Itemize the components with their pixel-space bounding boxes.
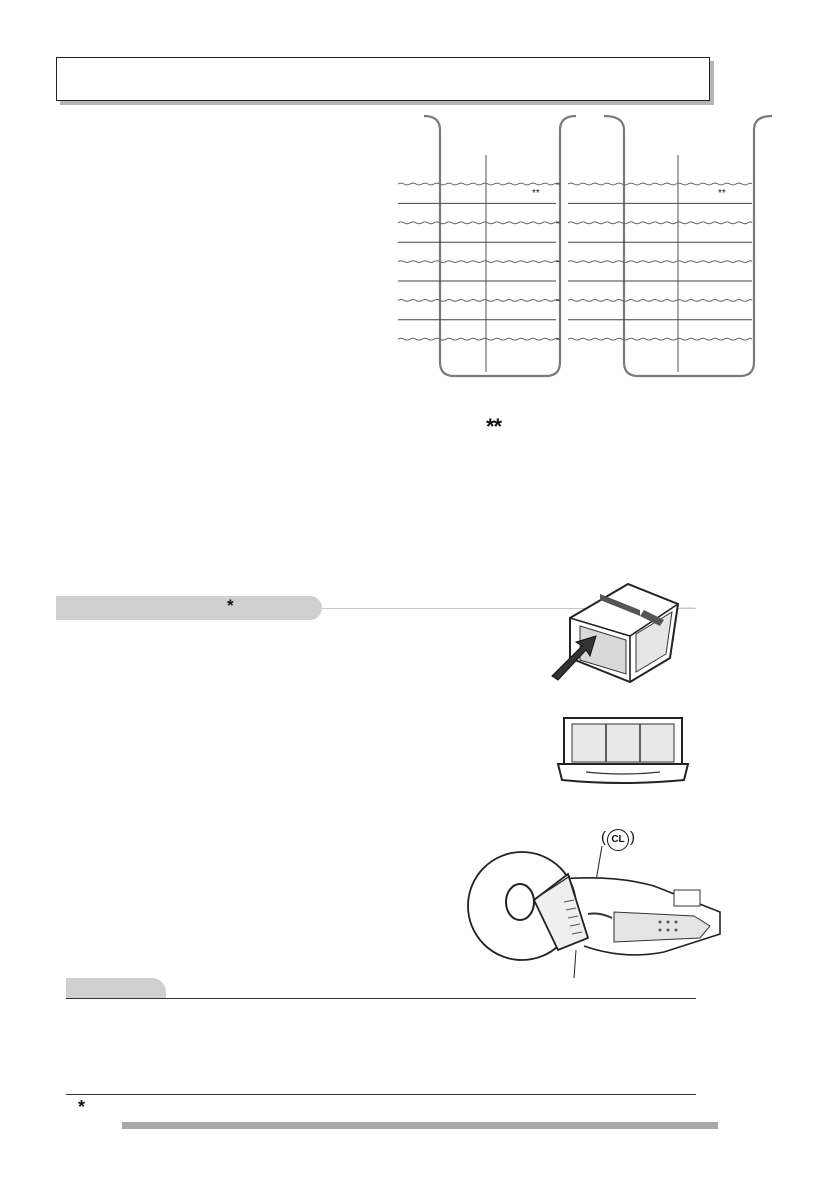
left-table-bracket <box>424 116 576 376</box>
footnote-star-marker: * <box>78 1097 86 1117</box>
detergent-drawer-front-icon <box>556 714 690 786</box>
bleach-cl-icon: CL <box>607 829 629 851</box>
right-table-wavy-row <box>568 183 752 185</box>
section-heading-pill <box>56 596 322 620</box>
note-heading-tab <box>66 978 166 999</box>
detergent-drawer-push-icon <box>540 580 700 690</box>
right-table <box>568 116 772 376</box>
left-table-wavy-row <box>398 338 560 340</box>
note-top-rule <box>66 998 696 999</box>
right-table-wavy-row <box>568 338 752 340</box>
right-table-wavy-row <box>568 300 752 302</box>
left-table-wavy-row <box>398 183 560 185</box>
double-star-marker: ** <box>486 414 502 439</box>
left-table <box>398 116 576 376</box>
right-table-wavy-row <box>568 261 752 263</box>
left-table-wavy-row <box>398 222 560 224</box>
section-star-marker: * <box>227 596 234 615</box>
bleach-symbol-label: ( CL ) <box>601 829 635 851</box>
tables-graphic <box>0 0 840 400</box>
note-bottom-rule <box>66 1094 696 1095</box>
right-table-bracket <box>604 116 772 376</box>
bleach-pour-illustration <box>464 842 724 982</box>
left-table-wavy-row <box>398 300 560 302</box>
right-table-row-marker: ** <box>718 188 726 199</box>
left-table-wavy-row <box>398 261 560 263</box>
right-table-wavy-row <box>568 222 752 224</box>
page-bottom-bar <box>122 1122 718 1129</box>
left-table-row-marker: ** <box>532 188 540 199</box>
